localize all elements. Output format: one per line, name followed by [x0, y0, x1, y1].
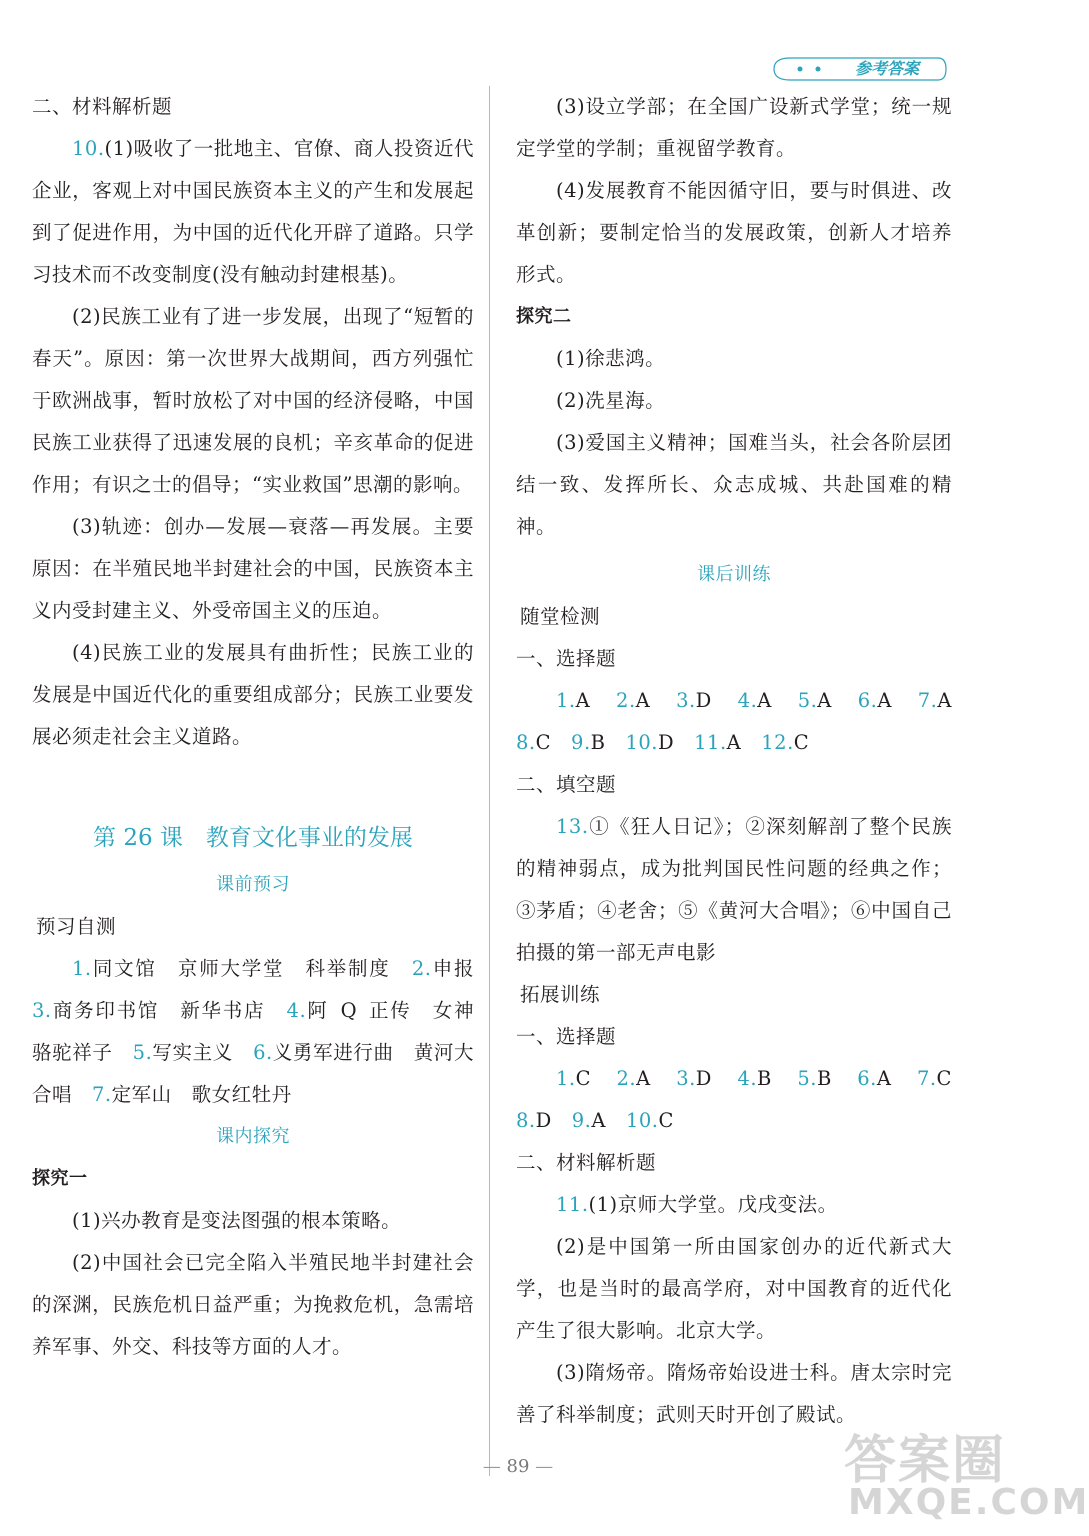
item-answer: A — [937, 689, 972, 712]
item-number: 4. — [286, 999, 307, 1022]
material-heading-2: 二、材料解析题 — [516, 1151, 657, 1174]
page-number: — 89 — — [482, 1456, 554, 1477]
explore-two-answer-3: (3)爱国主义精神；国难当头，社会各阶层团结一致、发挥所长、众志成城、共赴国难的精神。 — [516, 431, 952, 538]
answer-text: (1)吸收了一批地主、官僚、商人投资近代企业，客观上对中国民族资本主义的产生和发展起到了促进作用，为中国的近代化开辟了道路。只学习技术而不改变制度(没有触动封建根基)。 — [32, 137, 474, 286]
page-number-value: 89 — [506, 1456, 530, 1477]
item-answer: 同文馆 京师大学堂 科举制度 — [91, 957, 412, 980]
lesson-title: 第 26 课 教育文化事业的发展 — [93, 825, 413, 851]
pre-study-title: 课前预习 — [216, 874, 290, 895]
item-answer: A — [757, 689, 798, 712]
item-number: 1. — [556, 1067, 576, 1090]
item-answer: A — [876, 1067, 917, 1090]
left-column — [32, 86, 495, 1368]
question-number: 13. — [556, 815, 589, 838]
choice-answers-2 — [516, 1058, 972, 1142]
item-number: 9. — [571, 731, 591, 754]
item-number: 5. — [132, 1041, 153, 1064]
extension-subtitle: 拓展训练 — [520, 983, 601, 1006]
item-answer: A — [817, 689, 858, 712]
in-class-test-subtitle: 随堂检测 — [520, 605, 601, 628]
item-number: 10. — [625, 1109, 659, 1132]
explore-one-answer-3: (3)设立学部；在全国广设新式学堂；统一规定学堂的学制；重视留学教育。 — [516, 95, 952, 160]
after-class-title: 课后训练 — [697, 564, 771, 585]
item-answer: D — [695, 1067, 738, 1090]
fill-heading: 二、填空题 — [516, 773, 617, 796]
item-number: 1. — [72, 957, 92, 980]
question-10-part-1 — [32, 128, 474, 296]
item-number: 3. — [676, 1067, 696, 1090]
explore-one-heading: 探究一 — [32, 1168, 88, 1189]
pre-study-answers — [32, 948, 495, 1116]
item-number: 7. — [917, 689, 938, 712]
item-number: 8. — [516, 1109, 536, 1132]
pre-study-subtitle: 预习自测 — [36, 915, 117, 938]
item-number: 7. — [92, 1083, 112, 1106]
question-11-part-3: (3)隋炀帝。隋炀帝始设进士科。唐太宗时完善了科举制度；武则天时开创了殿试。 — [516, 1361, 952, 1426]
item-number: 2. — [616, 689, 636, 712]
item-answer: A — [636, 1067, 677, 1090]
choice-answers-1 — [516, 680, 972, 764]
item-number: 6. — [253, 1041, 273, 1064]
item-number: 6. — [857, 1067, 877, 1090]
item-answer: C — [535, 731, 572, 754]
item-answer: 义勇军进行曲 黄河大合唱 — [32, 1041, 474, 1106]
question-10-part-4: (4)民族工业的发展具有曲折性；民族工业的发展是中国近代化的重要组成部分；民族工业要发展必须走社会主义道路。 — [32, 641, 474, 748]
item-number: 2. — [616, 1067, 637, 1090]
right-column — [516, 86, 972, 1436]
explore-two-answer-2: (2)冼星海。 — [556, 389, 666, 412]
item-answer: 阿 Q 正传 女神 骆驼祥子 — [32, 999, 495, 1064]
item-answer: A — [575, 689, 617, 712]
question-number: 11. — [556, 1193, 589, 1216]
explore-one-answer-2: (2)中国社会已完全陷入半殖民地半封建社会的深渊，民族危机日益严重；为挽救危机，急需培养军事、外交、科技等方面的人才。 — [32, 1251, 474, 1358]
item-answer: 商务印书馆 新华书店 — [51, 999, 287, 1022]
badge-label: 参考答案 — [854, 59, 919, 78]
question-11-part-2: (2)是中国第一所由国家创办的近代新式大学，也是当时的最高学府，对中国教育的近代化产生了很大影响。北京大学。 — [516, 1235, 952, 1342]
item-number: 11. — [694, 731, 727, 754]
item-number: 8. — [516, 731, 536, 754]
item-answer: C — [936, 1067, 972, 1090]
item-number: 12. — [761, 731, 794, 754]
item-answer: C — [575, 1067, 617, 1090]
explore-two-heading: 探究二 — [516, 306, 572, 327]
item-number: 4. — [737, 689, 758, 712]
item-answer: 定军山 歌女红牡丹 — [111, 1083, 292, 1106]
item-answer: B — [816, 1067, 858, 1090]
item-answer: C — [658, 1109, 674, 1132]
item-number: 6. — [857, 689, 878, 712]
question-10-part-3: (3)轨迹：创办—发展—衰落—再发展。主要原因：在半殖民地半封建社会的中国，民族资本主义内受封建主义、外受帝国主义的压迫。 — [32, 515, 474, 622]
item-number: 2. — [411, 957, 432, 980]
item-number: 4. — [737, 1067, 758, 1090]
section-material-heading: 二、材料解析题 — [32, 95, 173, 118]
in-class-title: 课内探究 — [216, 1126, 290, 1147]
choice-heading-2: 一、选择题 — [516, 1025, 617, 1048]
item-answer: C — [793, 731, 810, 754]
choice-heading-1: 一、选择题 — [516, 647, 617, 670]
item-number: 3. — [676, 689, 696, 712]
item-answer: A — [635, 689, 677, 712]
column-divider — [489, 86, 490, 1476]
item-answer: D — [695, 689, 738, 712]
watermark-logo — [838, 1418, 1089, 1530]
watermark-top-text: 答案圈 — [844, 1431, 1007, 1491]
item-answer: 写实主义 — [152, 1041, 254, 1064]
item-number: 5. — [797, 689, 818, 712]
item-number: 3. — [32, 999, 52, 1022]
explore-one-answer-1: (1)兴办教育是变法图强的根本策略。 — [72, 1209, 402, 1232]
item-number: 10. — [625, 731, 658, 754]
question-11-part-1 — [516, 1184, 952, 1226]
question-number: 10. — [72, 137, 105, 160]
question-13 — [516, 806, 952, 974]
explore-two-answer-1: (1)徐悲鸿。 — [556, 347, 666, 370]
item-answer: A — [726, 731, 762, 754]
item-number: 9. — [571, 1109, 592, 1132]
item-answer: D — [535, 1109, 572, 1132]
item-answer: A — [877, 689, 918, 712]
item-number: 1. — [556, 689, 576, 712]
question-10-part-2: (2)民族工业有了进一步发展，出现了“短暂的春天”。原因：第一次世界大战期间，西方列强忙于欧洲战事，暂时放松了对中国的经济侵略，中国民族工业获得了迅速发展的良机；辛亥革命的促进作用；有识之士的倡导；“实业救国”思潮的影响。 — [32, 305, 474, 496]
answer-text: (1)京师大学堂。戊戌变法。 — [588, 1193, 838, 1216]
watermark-bottom-text: MXQE.COM — [848, 1482, 1089, 1523]
item-answer: B — [757, 1067, 798, 1090]
item-answer: B — [590, 731, 626, 754]
explore-one-answer-4: (4)发展教育不能因循守旧，要与时俱进、改革创新；要制定恰当的发展政策，创新人才培养形式。 — [516, 179, 952, 286]
item-number: 7. — [916, 1067, 937, 1090]
item-answer: D — [658, 731, 695, 754]
item-answer: A — [591, 1109, 626, 1132]
item-number: 5. — [797, 1067, 817, 1090]
header-answer-badge — [770, 56, 948, 82]
answer-text: ①《狂人日记》；②深刻解剖了整个民族的精神弱点，成为批判国民性问题的经典之作；③茅盾；④老舍；⑤《黄河大合唱》；⑥中国自己拍摄的第一部无声电影 — [516, 815, 952, 964]
item-answer: 申报 — [431, 957, 494, 980]
